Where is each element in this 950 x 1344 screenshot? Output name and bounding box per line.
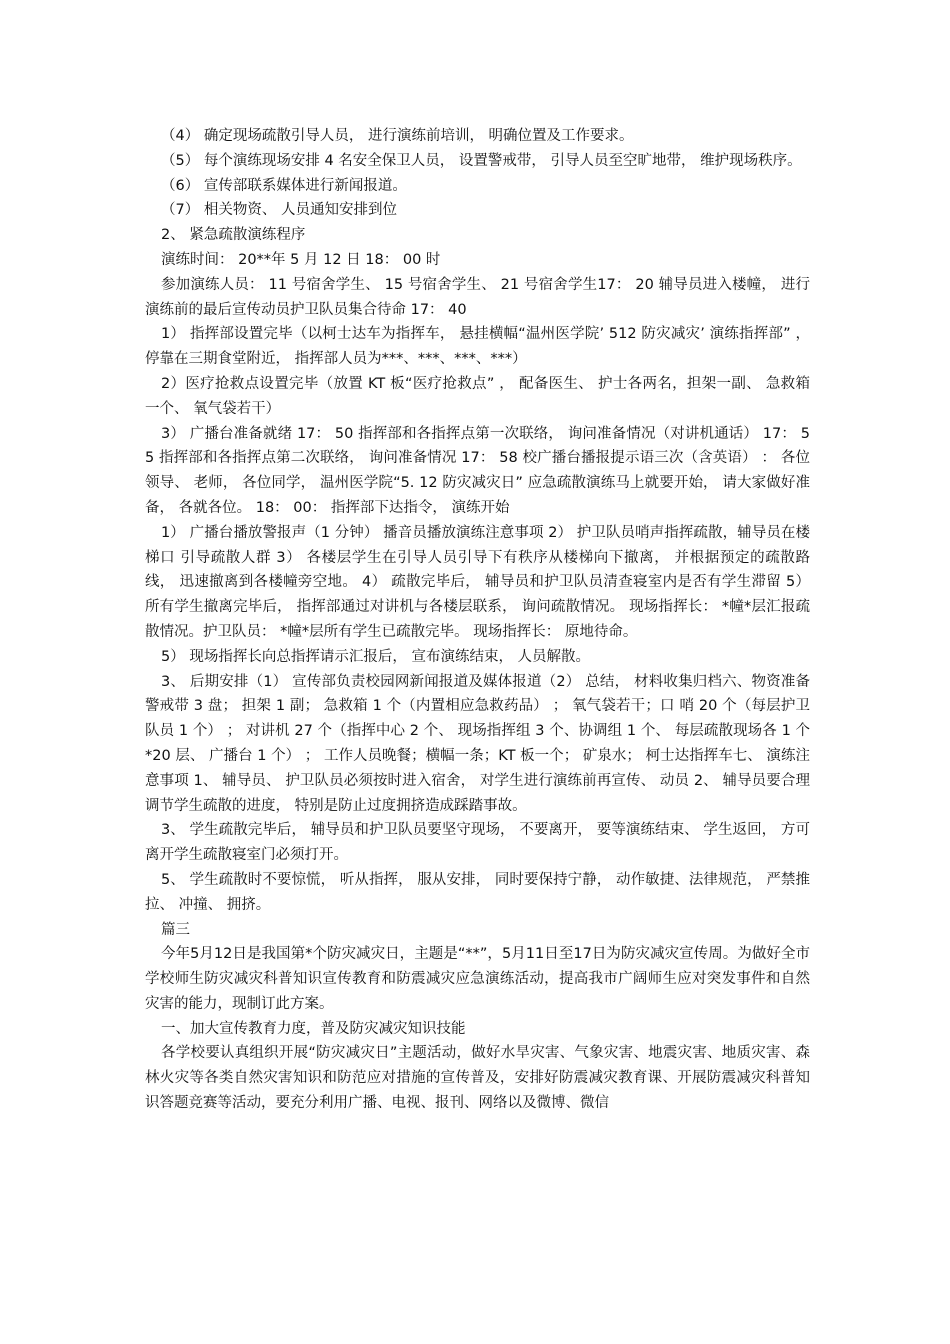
paragraph: 参加演练人员： 11 号宿舍学生、 15 号宿舍学生、 21 号宿舍学生17： 20 辅导员进入楼幢， 进行演练前的最后宣传动员护卫队员集合待命 17： 40 (145, 276, 810, 318)
paragraph: 1） 指挥部设置完毕（以柯士达车为指挥车， 悬挂横幅“温州医学院’ 512 防灾减灾’ 演练指挥部” ， 停靠在三期食堂附近， 指挥部人员为***、***、***、***） (145, 326, 810, 368)
paragraph: 1） 广播台播放警报声（1 分钟） 播音员播放演练注意事项 2） 护卫队员哨声指挥疏散，辅导员在楼梯口 引导疏散人群 3） 各楼层学生在引导人员引导下有秩序从楼梯向下撤离， 并根据预定的疏散路线， 迅速撤离到各楼幢旁空地。 4） 疏散完毕后， 辅导员和护卫队员清查寝室内是否有学生滞留 5） 所有学生撤离完毕后， 指挥部通过对讲机与各楼层联系， 询问疏散情况。 现场指挥长： *幢*层汇报疏散情况。护卫队员： *幢*层所有学生已疏散完毕。 现场指挥长： 原地待命。 (145, 524, 810, 640)
paragraph: 各学校要认真组织开展“防灾减灾日”主题活动，做好水旱灾害、气象灾害、地震灾害、地质灾害、森林火灾等各类自然灾害知识和防范应对措施的宣传普及，安排好防震减灾教育课、开展防震减灾科普知识答题竞赛等活动，要充分利用广播、电视、报刊、网络以及微博、微信 (145, 1045, 810, 1112)
paragraph: 演练时间： 20**年 5 月 12 日 18： 00 时 (161, 251, 441, 268)
paragraph: 3） 广播台准备就绪 17： 50 指挥部和各指挥点第一次联络， 询问准备情况（对讲机通话） 17： 55 指挥部和各指挥点第二次联络， 询问准备情况 17： 58 校广播台播报提示语三次（含英语） ： 各位领导、 老师， 各位同学， 温州医学院“5. 12 防灾减灾日” 应急疏散演练马上就要开始， 请大家做好准备， 各就各位。 18： 00： 指挥部下达指令， 演练开始 (145, 425, 810, 516)
document-body (145, 124, 810, 1116)
paragraph: 今年5月12日是我国第*个防灾减灾日，主题是“**”，5月11日至17日为防灾减灾宣传周。为做好全市学校师生防灾减灾科普知识宣传教育和防震减灾应急演练活动，提高我市广阔师生应对突发事件和自然灾害的能力，现制订此方案。 (145, 946, 810, 1012)
paragraph: （4） 确定现场疏散引导人员， 进行演练前培训， 明确位置及工作要求。 (161, 128, 634, 144)
paragraph: （5） 每个演练现场安排 4 名安全保卫人员， 设置警戒带， 引导人员至空旷地带， 维护现场秩序。 (161, 152, 802, 169)
paragraph: 3、 后期安排（1） 宣传部负责校园网新闻报道及媒体报道（2） 总结， 材料收集归档六、物资准备警戒带 3 盘； 担架 1 副； 急救箱 1 个（内置相应急救药品） ； 氧气袋若干；口 哨 20 个（每层护卫队员 1 个） ； 对讲机 27 个（指挥中心 2 个、 现场指挥组 3 个、协调组 1 个、 每层疏散现场各 1 个*20 层、 广播台 1 个） ； 工作人员晚餐；横幅一条；KT 板一个； 矿泉水； 柯士达指挥车七、 演练注意事项 1、 辅导员、 护卫队员必须按时进入宿舍， 对学生进行演练前再宣传、 动员 2、 辅导员要合理调节学生疏散的进度， 特别是防止过度拥挤造成踩踏事故。 (145, 673, 810, 814)
paragraph: 2）医疗抢救点设置完毕（放置 KT 板“医疗抢救点” ， 配备医生、 护士各两名，担架一副、 急救箱一个、 氧气袋若干） (145, 375, 810, 417)
paragraph: 5） 现场指挥长向总指挥请示汇报后， 宣布演练结束， 人员解散。 (161, 648, 591, 665)
paragraph: 5、 学生疏散时不要惊慌， 听从指挥， 服从安排， 同时要保持宁静， 动作敏捷、法律规范， 严禁推拉、 冲撞、 拥挤。 (145, 871, 810, 913)
section-heading: 2、 紧急疏散演练程序 (161, 227, 306, 244)
section-heading: 篇三 (161, 921, 190, 938)
section-heading: 一、加大宣传教育力度，普及防灾减灾知识技能 (161, 1020, 466, 1037)
paragraph: （6） 宣传部联系媒体进行新闻报道。 (161, 177, 407, 194)
paragraph: 3、 学生疏散完毕后， 辅导员和护卫队员要坚守现场， 不要离开， 要等演练结束、 学生返回， 方可离开学生疏散寝室门必须打开。 (145, 822, 810, 864)
paragraph: （7） 相关物资、 人员通知安排到位 (161, 202, 397, 219)
